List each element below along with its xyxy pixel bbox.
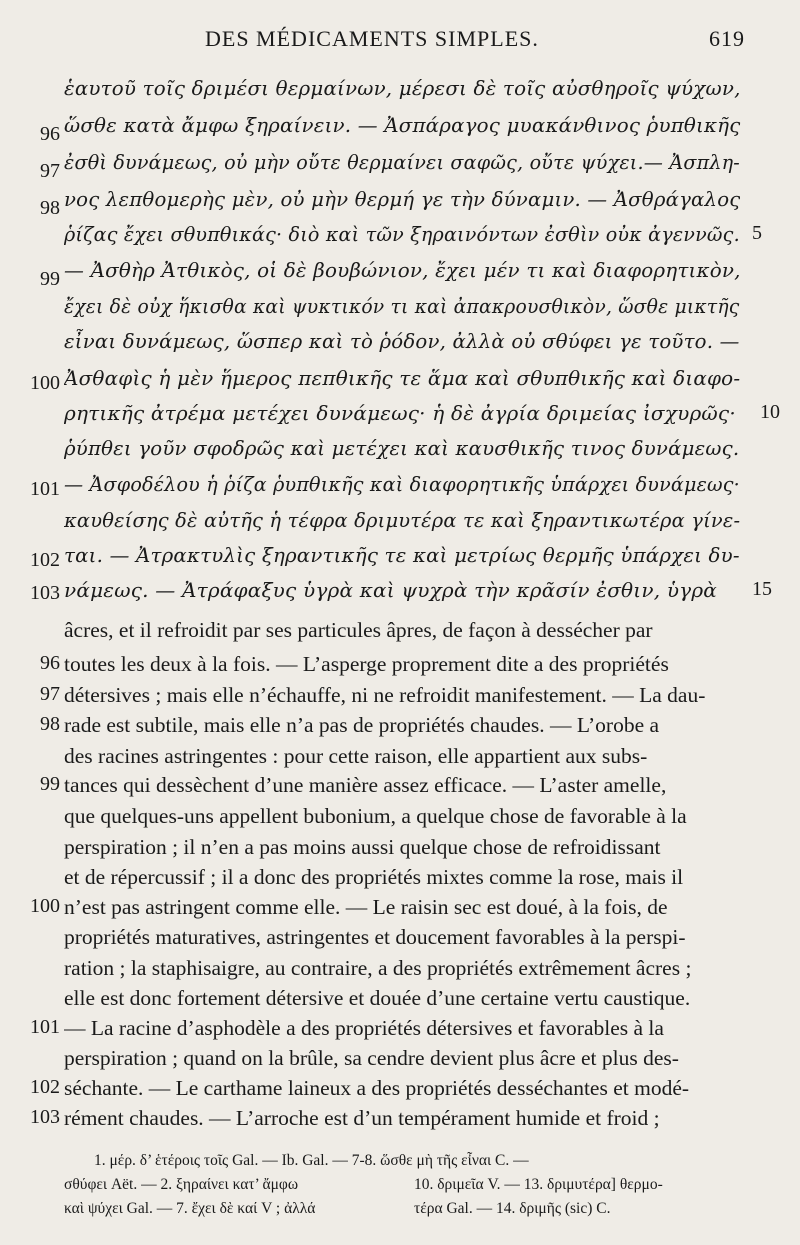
greek-line (0, 401, 800, 437)
greek-line (0, 472, 800, 508)
greek-line-text: νάμεως. — Ἀτράφαξυς ὑγρὰ καὶ ψυχρὰ τὴν κρᾶσίν ἐσθιν, ὑγρὰ (64, 578, 717, 602)
line-number: 100 (30, 895, 60, 917)
greek-line-text: Ἀσθαφὶς ἡ μὲν ἥμερος πεπθικῆς τε ἅμα καὶ σθυπθικῆς καὶ διαφο- (64, 366, 740, 390)
greek-line (0, 76, 800, 112)
line-number: 103 (30, 582, 60, 604)
french-line-text: rade est subtile, mais elle n’a pas de propriétés chaudes. — L’orobe a (64, 713, 660, 737)
running-title: DES MÉDICAMENTS SIMPLES. (205, 26, 539, 51)
line-number: 101 (30, 1016, 60, 1038)
margin-line-count: 5 (752, 222, 762, 244)
greek-line (0, 366, 800, 402)
french-line-text: et de répercussif ; il a donc des propriétés mixtes comme la rose, mais il (64, 865, 684, 889)
french-line-text: toutes les deux à la fois. — L’asperge proprement dite a des propriétés (64, 652, 669, 676)
line-number: 102 (30, 1076, 60, 1098)
line-number: 100 (30, 372, 60, 394)
french-line (0, 618, 800, 654)
apparatus-line (64, 1200, 754, 1224)
line-number: 99 (40, 773, 60, 795)
greek-line (0, 187, 800, 223)
french-line-text: âcres, et il refroidit par ses particules âpres, de façon à dessécher par (64, 618, 653, 642)
line-number: 101 (30, 478, 60, 500)
french-line-text: ration ; la staphisaigre, au contraire, a des propriétés extrêmement âcres ; (64, 956, 692, 980)
french-line-text: — La racine d’asphodèle a des propriétés détersives et favorables à la (64, 1016, 664, 1040)
greek-line-text: ῥύπθει γοῦν σφοδρῶς καὶ μετέχει καὶ καυσθικῆς τινος δυνάμεως. (64, 436, 740, 460)
greek-line-text: ῥίζας ἔχει σθυπθικάς· διὸ καὶ τῶν ξηραινόντων ἐσθὶν οὐκ ἀγεννῶς. (64, 222, 740, 246)
line-number: 97 (40, 683, 60, 705)
line-number: 98 (40, 197, 60, 219)
greek-line-text: ται. — Ἀτρακτυλὶς ξηραντικῆς τε καὶ μετρίως θερμῆς ὑπάρχει δυ- (64, 543, 740, 567)
greek-line (0, 113, 800, 149)
greek-line (0, 578, 800, 614)
margin-line-count: 15 (752, 578, 772, 600)
french-line-text: propriétés maturatives, astringentes et doucement favorables à la perspi- (64, 925, 686, 949)
french-line-text: perspiration ; quand on la brûle, sa cendre devient plus âcre et plus des- (64, 1046, 679, 1070)
greek-line (0, 543, 800, 579)
line-number: 102 (30, 549, 60, 571)
greek-line-text: — Ἀσφοδέλου ἡ ῥίζα ῥυπθικῆς καὶ διαφορητικῆς ὑπάρχει δυνάμεως· (64, 472, 740, 496)
greek-line (0, 294, 800, 330)
french-line-text: que quelques-uns appellent bubonium, a quelque chose de favorable à la (64, 804, 687, 828)
line-number: 96 (40, 123, 60, 145)
greek-line-text: — Ἀσθὴρ Ἀτθικὸς, οἱ δὲ βουβώνιον, ἔχει μέν τι καὶ διαφορητικὸν, (64, 258, 741, 282)
french-line-text: séchante. — Le carthame laineux a des propriétés desséchantes et modé- (64, 1076, 690, 1100)
french-line-text: rément chaudes. — L’arroche est d’un tempérament humide et froid ; (64, 1106, 660, 1130)
greek-line-text: ρητικῆς ἀτρέμα μετέχει δυνάμεως· ἡ δὲ ἀγρία δριμείας ἰσχυρῶς· (64, 401, 736, 425)
greek-line-text: εἶναι δυνάμεως, ὥσπερ καὶ τὸ ῥόδον, ἀλλὰ οὐ σθύφει γε τοῦτο. — (64, 329, 740, 353)
apparatus-text: 10. δριμεῖα V. — 13. δριμυτέρα] θερμο- (414, 1176, 663, 1193)
page-number: 619 (709, 26, 745, 51)
line-number: 99 (40, 268, 60, 290)
greek-line (0, 436, 800, 472)
apparatus-line (64, 1176, 754, 1200)
french-line-text: perspiration ; il n’en a pas moins aussi quelque chose de refroidissant (64, 835, 661, 859)
greek-line-text: καυθείσης δὲ αὐτῆς ἡ τέφρα δριμυτέρα τε καὶ ξηραντικωτέρα γίνε- (64, 508, 741, 532)
french-line-text: elle est donc fortement détersive et douée d’une certaine vertu caustique. (64, 986, 691, 1010)
margin-line-count: 10 (760, 401, 780, 423)
greek-line (0, 329, 800, 365)
apparatus-line (64, 1152, 754, 1176)
greek-line-text: ἑαυτοῦ τοῖς δριμέσι θερμαίνων, μέρεσι δὲ τοῖς αὐσθηροῖς ψύχων, (64, 76, 741, 100)
greek-line-text: ἔχει δὲ οὐχ ἥκισθα καὶ ψυκτικόν τι καὶ ἀπακρουσθικὸν, ὥσθε μικτῆς (64, 294, 740, 318)
greek-line (0, 508, 800, 544)
french-line-text: tances qui dessèchent d’une manière assez efficace. — L’aster amelle, (64, 773, 667, 797)
apparatus-text: τέρα Gal. — 14. δριμῆς (sic) C. (414, 1200, 611, 1217)
line-number: 96 (40, 652, 60, 674)
line-number: 97 (40, 160, 60, 182)
apparatus-text: καὶ ψύχει Gal. — 7. ἔχει δὲ καί V ; ἀλλά (64, 1200, 316, 1217)
greek-line-text: ἐσθὶ δυνάμεως, οὐ μὴν οὔτε θερμαίνει σαφῶς, οὔτε ψύχει.— Ἀσπλη- (64, 150, 740, 174)
greek-line (0, 258, 800, 294)
line-number: 98 (40, 713, 60, 735)
greek-line-text: ὥσθε κατὰ ἄμφω ξηραίνειν. — Ἀσπάραγος μυακάνθινος ῥυπθικῆς (64, 113, 741, 137)
greek-line (0, 222, 800, 258)
french-line-text: n’est pas astringent comme elle. — Le raisin sec est doué, à la fois, de (64, 895, 668, 919)
apparatus-text: 1. μέρ. δ’ ἑτέροις τοῖς Gal. — Ib. Gal. — 7-8. ὥσθε μὴ τῆς εἶναι C. — (94, 1152, 529, 1169)
greek-line-text: νος λεπθομερὴς μὲν, οὐ μὴν θερμή γε τὴν δύναμιν. — Ἀσθράγαλος (64, 187, 741, 211)
line-number: 103 (30, 1106, 60, 1128)
french-line-text: détersives ; mais elle n’échauffe, ni ne refroidit manifestement. — La dau- (64, 683, 706, 707)
french-line-text: des racines astringentes : pour cette raison, elle appartient aux subs- (64, 744, 648, 768)
apparatus-text: σθύφει Aët. — 2. ξηραίνει κατ’ ἄμφω (64, 1176, 299, 1193)
french-line (0, 1106, 800, 1142)
greek-line (0, 150, 800, 186)
